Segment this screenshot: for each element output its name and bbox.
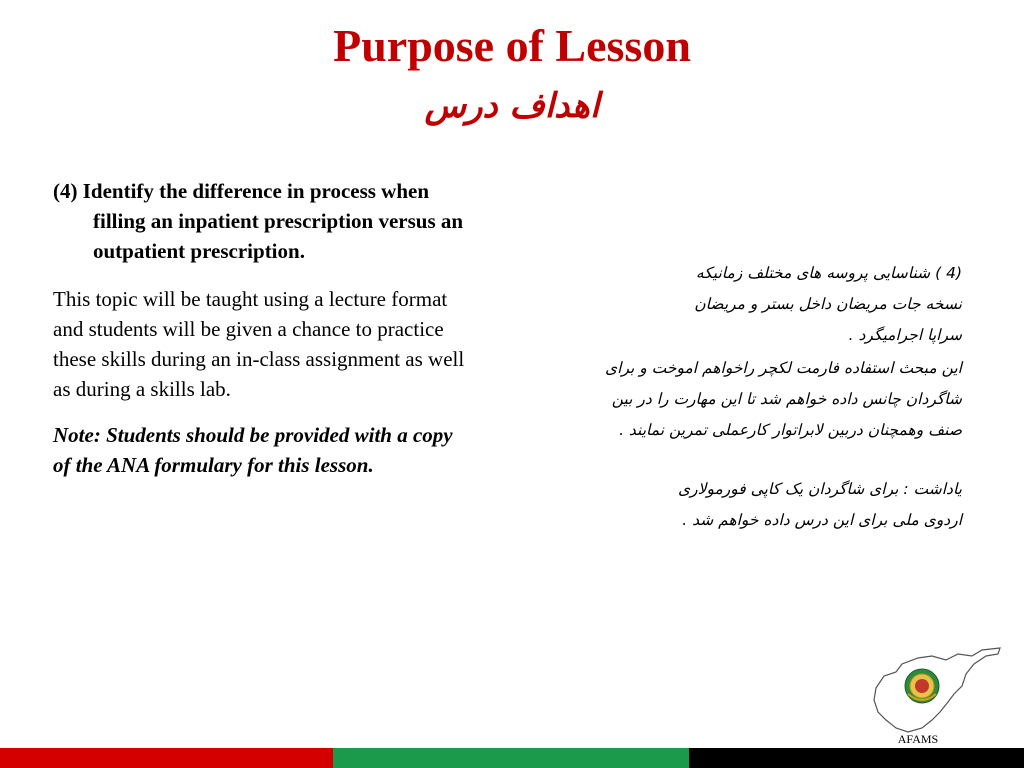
dari-content (590, 258, 962, 536)
logo-label: AFAMS (897, 732, 939, 746)
slide-subtitle-dari: اهداف درس (424, 86, 600, 126)
flag-stripe-red (0, 748, 333, 768)
flag-stripe-green (333, 748, 689, 768)
english-note: Note: Students should be provided with a copy of the ANA formulary for this lesson. (53, 423, 453, 477)
english-objective: (4) Identify the difference in process when filling an inpatient prescription versus an outpatient prescription. (53, 179, 464, 263)
english-content (53, 176, 473, 480)
afghanistan-map-logo (862, 642, 1002, 746)
dari-objective: (4 ) شناسایی پروسه های مختلف زمانیکه نسخه جات مریضان داخل بستر و مریضان سراپا اجرامیگرد . (694, 264, 962, 344)
flag-stripe-black (689, 748, 1024, 768)
english-body: This topic will be taught using a lecture format and students will be given a chance to practice these skills during an in-class assignment as well as during a skills lab. (53, 287, 465, 401)
dari-body: این مبحث استفاده فارمت لکچر راخواهم اموخت و برای شاگردان چانس داده خواهم شد تا این مهارت را در بین صنف وهمچنان دربین لابراتوار کارعملی تمرین نمایند . (605, 359, 962, 439)
emblem-center-icon (915, 679, 929, 693)
dari-note: یاداشت : برای شاگردان یک کاپی فورمولاری اردوی ملی برای این درس داده خواهم شد . (678, 480, 962, 529)
slide-title: Purpose of Lesson (333, 20, 691, 71)
